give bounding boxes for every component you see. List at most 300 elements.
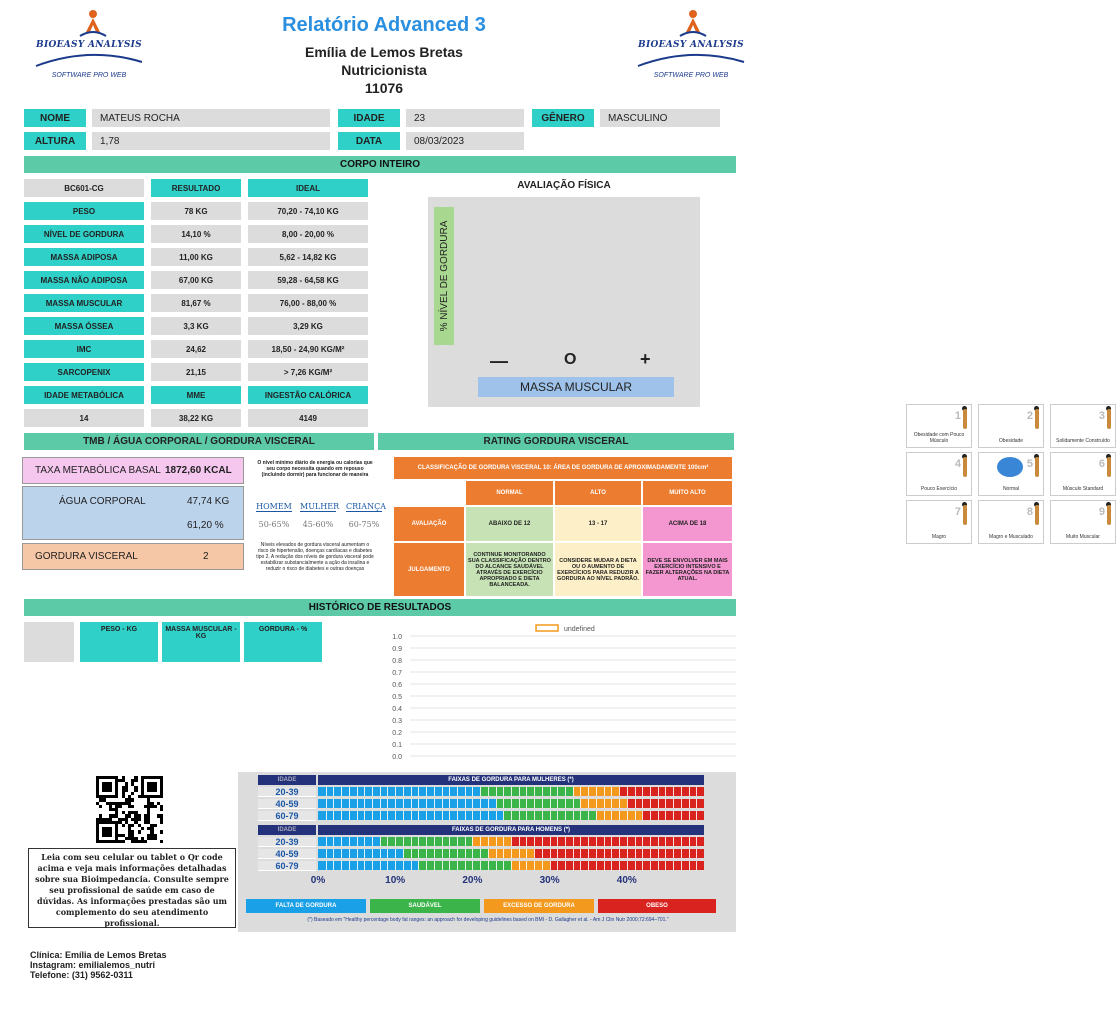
table-footer-header: IDADE METABÓLICA	[24, 386, 144, 404]
figure-body-icon	[1035, 457, 1039, 477]
y-tick-label: 0.4	[392, 706, 402, 713]
range-tick	[349, 837, 350, 846]
table-row-label: SARCOPENIX	[24, 363, 144, 381]
range-tick	[434, 849, 435, 858]
water-ref-range: 60-75%	[348, 520, 380, 529]
range-tick	[611, 837, 612, 846]
rating-evaluation: ACIMA DE 18	[643, 507, 732, 541]
range-tick	[503, 837, 504, 846]
range-tick	[519, 799, 520, 808]
table-cell: 67,00 KG	[151, 271, 241, 289]
gender-label: GÊNERO	[532, 109, 594, 127]
range-tick	[565, 787, 566, 796]
range-tick	[341, 811, 342, 820]
range-tick	[488, 861, 489, 870]
range-tick	[611, 849, 612, 858]
legend-3: OBESO	[598, 899, 716, 913]
body-type-label: Normal	[1002, 486, 1020, 492]
range-tick	[357, 787, 358, 796]
range-tick	[511, 861, 512, 870]
qr-module	[141, 827, 144, 830]
range-tick	[588, 787, 589, 796]
table-row-label: NÍVEL DE GORDURA	[24, 225, 144, 243]
range-tick	[658, 849, 659, 858]
range-tick	[550, 861, 551, 870]
range-tick	[472, 811, 473, 820]
table-cell: 14,10 %	[151, 225, 241, 243]
qr-module	[131, 798, 134, 801]
range-tick	[434, 861, 435, 870]
range-tick	[341, 849, 342, 858]
range-tick	[604, 799, 605, 808]
range-tick	[519, 861, 520, 870]
body-type-number: 7	[954, 506, 961, 518]
range-tick	[534, 861, 535, 870]
range-tick	[480, 787, 481, 796]
range-tick	[596, 849, 597, 858]
axis-percent-label: 20%	[462, 875, 483, 886]
range-tick	[619, 837, 620, 846]
range-tick	[681, 837, 682, 846]
water-ref-range: 50-65%	[258, 520, 290, 529]
range-tick	[357, 861, 358, 870]
range-tick	[681, 799, 682, 808]
range-tick	[658, 787, 659, 796]
range-tick	[488, 787, 489, 796]
range-tick	[627, 799, 628, 808]
range-tick	[387, 861, 388, 870]
tmb-box	[22, 457, 244, 484]
table-cell: 3,3 KG	[151, 317, 241, 335]
water-ref-header: MULHER	[300, 502, 340, 511]
table-header: RESULTADO	[151, 179, 241, 197]
body-type-number: 4	[954, 458, 961, 470]
range-tick	[519, 837, 520, 846]
axis-percent-label: 40%	[616, 875, 637, 886]
qr-module	[138, 830, 141, 833]
range-tick	[534, 837, 535, 846]
range-tick	[534, 849, 535, 858]
water-box	[22, 486, 244, 540]
range-tick	[341, 861, 342, 870]
range-tick	[534, 811, 535, 820]
figure-body-icon	[1035, 409, 1039, 429]
range-tick	[326, 861, 327, 870]
y-tick-label: 0.0	[392, 754, 402, 761]
table-cell: 3,29 KG	[248, 317, 368, 335]
range-tick	[650, 799, 651, 808]
range-tick	[333, 799, 334, 808]
range-tick	[673, 849, 674, 858]
qr-module	[160, 840, 163, 843]
range-tick	[696, 861, 697, 870]
range-tick	[372, 811, 373, 820]
age-label: 20-39	[258, 837, 316, 847]
body-type-box-7[interactable]	[906, 500, 972, 544]
range-tick	[519, 849, 520, 858]
range-tick	[426, 811, 427, 820]
range-tick	[480, 799, 481, 808]
range-tick	[357, 811, 358, 820]
range-tick	[542, 787, 543, 796]
y-tick-label: 0.8	[392, 658, 402, 665]
range-tick	[503, 849, 504, 858]
range-tick	[665, 861, 666, 870]
figure-body-icon	[963, 457, 967, 477]
body-type-label: Músculo Standard	[1062, 486, 1104, 492]
range-tick	[488, 799, 489, 808]
y-tick-label: 0.2	[392, 730, 402, 737]
qr-module	[118, 805, 121, 808]
range-tick	[665, 787, 666, 796]
logo-right	[626, 6, 756, 86]
range-tick	[596, 799, 597, 808]
range-tick	[557, 799, 558, 808]
height-label: ALTURA	[24, 132, 86, 150]
muscle-mass-axis: MASSA MUSCULAR	[478, 377, 674, 397]
range-tick	[696, 799, 697, 808]
range-tick	[395, 799, 396, 808]
legend-2: EXCESSO DE GORDURA	[484, 899, 594, 913]
range-tick	[665, 837, 666, 846]
range-tick	[442, 787, 443, 796]
range-tick	[565, 849, 566, 858]
range-tick	[411, 799, 412, 808]
body-type-box-9[interactable]	[1050, 500, 1116, 544]
range-tick	[635, 811, 636, 820]
range-tick	[681, 861, 682, 870]
range-tick	[411, 811, 412, 820]
footer-instagram: Instagram: emilialemos_nutri	[30, 960, 156, 970]
range-tick	[596, 861, 597, 870]
range-tick	[627, 849, 628, 858]
qr-module	[154, 837, 157, 840]
fat-range-title: FAIXAS DE GORDURA PARA MULHERES (*)	[318, 775, 704, 785]
logo-left	[24, 6, 154, 86]
low-fat-segment-women	[318, 799, 496, 808]
body-type-box-1[interactable]	[906, 404, 972, 448]
excess-segment-men	[511, 861, 550, 870]
range-tick	[519, 787, 520, 796]
range-tick	[611, 861, 612, 870]
history-column-header: MASSA MUSCULAR - KG	[162, 622, 240, 662]
rating-classification: CLASSIFICAÇÃO DE GORDURA VISCERAL 10: ÁREA DE GORDURA DE APROXIMADAMENTE 100cm²	[394, 457, 732, 479]
range-tick	[472, 861, 473, 870]
profession: Nutricionista	[341, 62, 427, 78]
table-cell: 21,15	[151, 363, 241, 381]
range-tick	[658, 861, 659, 870]
range-tick	[442, 837, 443, 846]
age-column-header: IDADE	[258, 775, 316, 785]
range-tick	[511, 837, 512, 846]
range-tick	[689, 799, 690, 808]
gender-value: MASCULINO	[600, 109, 720, 127]
range-tick	[511, 811, 512, 820]
rating-evaluation: ABAIXO DE 12	[466, 507, 553, 541]
range-tick	[357, 837, 358, 846]
range-tick	[658, 837, 659, 846]
table-footer-value: 4149	[248, 409, 368, 427]
range-tick	[426, 849, 427, 858]
age-label: 20-39	[258, 787, 316, 797]
range-tick	[588, 837, 589, 846]
range-tick	[472, 799, 473, 808]
range-tick	[496, 861, 497, 870]
range-tick	[349, 811, 350, 820]
range-tick	[418, 811, 419, 820]
table-footer-value: 14	[24, 409, 144, 427]
range-tick	[418, 787, 419, 796]
range-tick	[650, 837, 651, 846]
history-column-header	[24, 622, 74, 662]
range-tick	[689, 787, 690, 796]
range-tick	[658, 799, 659, 808]
qr-module	[131, 824, 134, 827]
range-tick	[689, 837, 690, 846]
age-label: 60-79	[258, 811, 316, 821]
range-tick	[557, 861, 558, 870]
range-tick	[681, 849, 682, 858]
range-tick	[627, 787, 628, 796]
rating-column-header: MUITO ALTO	[643, 481, 732, 505]
range-tick	[689, 811, 690, 820]
body-type-box-2[interactable]	[978, 404, 1044, 448]
figure-body-icon	[1035, 505, 1039, 525]
range-tick	[418, 861, 419, 870]
range-tick	[449, 787, 450, 796]
range-tick	[596, 787, 597, 796]
range-tick	[557, 811, 558, 820]
obese-segment-women	[619, 787, 704, 796]
history-chart	[366, 618, 746, 768]
fat-range-source: (*) Baseado em "Healthy percentage body fat ranges: an approach for developing guidelines based on BMI - D. Gallagher et al. - Am J Clin Nutr 2000;72:694–701."	[307, 917, 669, 923]
range-tick	[457, 787, 458, 796]
qr-module	[154, 789, 157, 792]
range-tick	[442, 799, 443, 808]
table-cell: 59,28 - 64,58 KG	[248, 271, 368, 289]
age-column-header: IDADE	[258, 825, 316, 835]
range-tick	[449, 799, 450, 808]
table-footer-header: MME	[151, 386, 241, 404]
range-tick	[403, 799, 404, 808]
range-tick	[681, 787, 682, 796]
range-tick	[526, 861, 527, 870]
range-tick	[465, 849, 466, 858]
range-tick	[387, 799, 388, 808]
range-tick	[411, 787, 412, 796]
body-type-box-8[interactable]	[978, 500, 1044, 544]
range-tick	[333, 787, 334, 796]
body-type-box-3[interactable]	[1050, 404, 1116, 448]
range-tick	[580, 837, 581, 846]
range-tick	[457, 811, 458, 820]
water-pct: 61,20 %	[187, 520, 224, 531]
low-fat-segment-women	[318, 787, 480, 796]
figure-body-icon	[1107, 409, 1111, 429]
history-column-header: GORDURA - %	[244, 622, 322, 662]
rating-evaluation: 13 - 17	[555, 507, 641, 541]
range-tick	[364, 787, 365, 796]
rating-column-header: NORMAL	[466, 481, 553, 505]
range-tick	[580, 849, 581, 858]
body-type-box-5[interactable]	[978, 452, 1044, 496]
table-cell: > 7,26 KG/M²	[248, 363, 368, 381]
range-tick	[457, 799, 458, 808]
range-tick	[627, 861, 628, 870]
range-tick	[496, 849, 497, 858]
body-type-box-6[interactable]	[1050, 452, 1116, 496]
range-tick	[488, 837, 489, 846]
visceral-note: Níveis elevados de gordura visceral aumentam o risco de hipertensão, doenças cardíacas e diabetes tipo 2. A redução dos níveis de gordura visceral pode estabilizar substancialmente a ação da insulina e reduzir o risco de diabetes e outras doenças	[256, 542, 374, 572]
logo-brand: BIOEASY ANALYSIS	[638, 40, 744, 50]
table-footer-value: 38,22 KG	[151, 409, 241, 427]
range-tick	[689, 849, 690, 858]
range-tick	[457, 861, 458, 870]
qr-module	[160, 821, 163, 824]
range-tick	[604, 787, 605, 796]
range-tick	[665, 811, 666, 820]
range-tick	[673, 799, 674, 808]
qr-code[interactable]	[92, 776, 170, 842]
range-tick	[480, 849, 481, 858]
range-tick	[480, 811, 481, 820]
range-tick	[372, 837, 373, 846]
range-tick	[380, 861, 381, 870]
body-type-number: 8	[1026, 506, 1033, 518]
qr-module	[144, 840, 147, 843]
range-tick	[426, 837, 427, 846]
y-tick-label: 1.0	[392, 634, 402, 641]
range-tick	[627, 811, 628, 820]
range-tick	[442, 849, 443, 858]
table-cell: 5,62 - 14,82 KG	[248, 248, 368, 266]
range-tick	[488, 849, 489, 858]
table-cell: 11,00 KG	[151, 248, 241, 266]
range-tick	[488, 811, 489, 820]
range-tick	[442, 811, 443, 820]
range-tick	[364, 811, 365, 820]
range-tick	[611, 787, 612, 796]
range-tick	[372, 799, 373, 808]
y-tick-label: 0.1	[392, 742, 402, 749]
rating-column-header: ALTO	[555, 481, 641, 505]
water-ref-range: 45-60%	[302, 520, 334, 529]
water-ref-header: HOMEM	[256, 502, 292, 511]
range-tick	[395, 787, 396, 796]
qr-module	[131, 792, 134, 795]
range-tick	[588, 861, 589, 870]
range-tick	[418, 837, 419, 846]
qr-module	[125, 789, 128, 792]
range-tick	[357, 849, 358, 858]
zero-symbol: O	[564, 351, 577, 368]
range-tick	[619, 811, 620, 820]
table-cell: 70,20 - 74,10 KG	[248, 202, 368, 220]
range-tick	[534, 787, 535, 796]
qr-module	[131, 805, 134, 808]
y-tick-label: 0.3	[392, 718, 402, 725]
range-tick	[449, 811, 450, 820]
date-label: DATA	[338, 132, 400, 150]
age-label: 40-59	[258, 849, 316, 859]
body-type-label: Muito Muscular	[1066, 534, 1100, 540]
logo-brand: BIOEASY ANALYSIS	[36, 40, 142, 50]
range-tick	[503, 787, 504, 796]
logo-swoosh-icon	[636, 52, 746, 70]
range-tick	[403, 787, 404, 796]
range-tick	[604, 849, 605, 858]
range-tick	[611, 811, 612, 820]
qr-module	[115, 795, 118, 798]
table-header: BC601-CG	[24, 179, 144, 197]
fat-level-axis	[434, 207, 454, 345]
range-tick	[380, 811, 381, 820]
range-tick	[418, 799, 419, 808]
range-tick	[511, 787, 512, 796]
range-tick	[372, 861, 373, 870]
table-row-label: MASSA ÓSSEA	[24, 317, 144, 335]
range-tick	[395, 811, 396, 820]
visceral-label: GORDURA VISCERAL	[35, 551, 138, 562]
legend-1: SAUDÁVEL	[370, 899, 480, 913]
y-tick-label: 0.7	[392, 670, 402, 677]
range-tick	[557, 837, 558, 846]
range-tick	[650, 811, 651, 820]
range-tick	[573, 849, 574, 858]
range-tick	[619, 849, 620, 858]
range-tick	[526, 799, 527, 808]
figure-body-icon	[963, 409, 967, 429]
visceral-value: 2	[203, 551, 209, 562]
range-tick	[403, 849, 404, 858]
range-tick	[387, 837, 388, 846]
range-tick	[573, 787, 574, 796]
range-tick	[550, 787, 551, 796]
range-tick	[418, 849, 419, 858]
range-tick	[642, 799, 643, 808]
range-tick	[542, 849, 543, 858]
range-tick	[542, 811, 543, 820]
range-tick	[333, 861, 334, 870]
tmb-note: O nível mínimo diário de energia ou calorias que seu corpo necessita quando em repouso (incluindo dormir) para funcionar de maneira	[257, 460, 373, 478]
physical-title: AVALIAÇÃO FÍSICA	[517, 180, 611, 191]
body-type-box-4[interactable]	[906, 452, 972, 496]
clinic-name: Emília de Lemos Bretas	[305, 44, 463, 60]
range-tick	[511, 799, 512, 808]
table-row-label: MASSA NÃO ADIPOSA	[24, 271, 144, 289]
range-tick	[580, 799, 581, 808]
range-tick	[526, 811, 527, 820]
range-tick	[573, 861, 574, 870]
range-tick	[550, 811, 551, 820]
range-tick	[465, 799, 466, 808]
range-tick	[542, 861, 543, 870]
range-tick	[635, 799, 636, 808]
range-tick	[673, 811, 674, 820]
range-tick	[573, 837, 574, 846]
water-label: ÁGUA CORPORAL	[59, 496, 146, 507]
range-tick	[349, 849, 350, 858]
range-tick	[642, 849, 643, 858]
range-tick	[565, 861, 566, 870]
age-label: IDADE	[338, 109, 400, 127]
table-cell: 8,00 - 20,00 %	[248, 225, 368, 243]
range-tick	[333, 811, 334, 820]
range-tick	[565, 799, 566, 808]
rating-judgement: CONSIDERE MUDAR A DIETA OU O AUMENTO DE EXERCÍCIOS PARA REDUZIR A GORDURA AO NÍVEL PADRÃO.	[555, 543, 641, 596]
excess-segment-men	[472, 837, 511, 846]
qr-module	[154, 824, 157, 827]
